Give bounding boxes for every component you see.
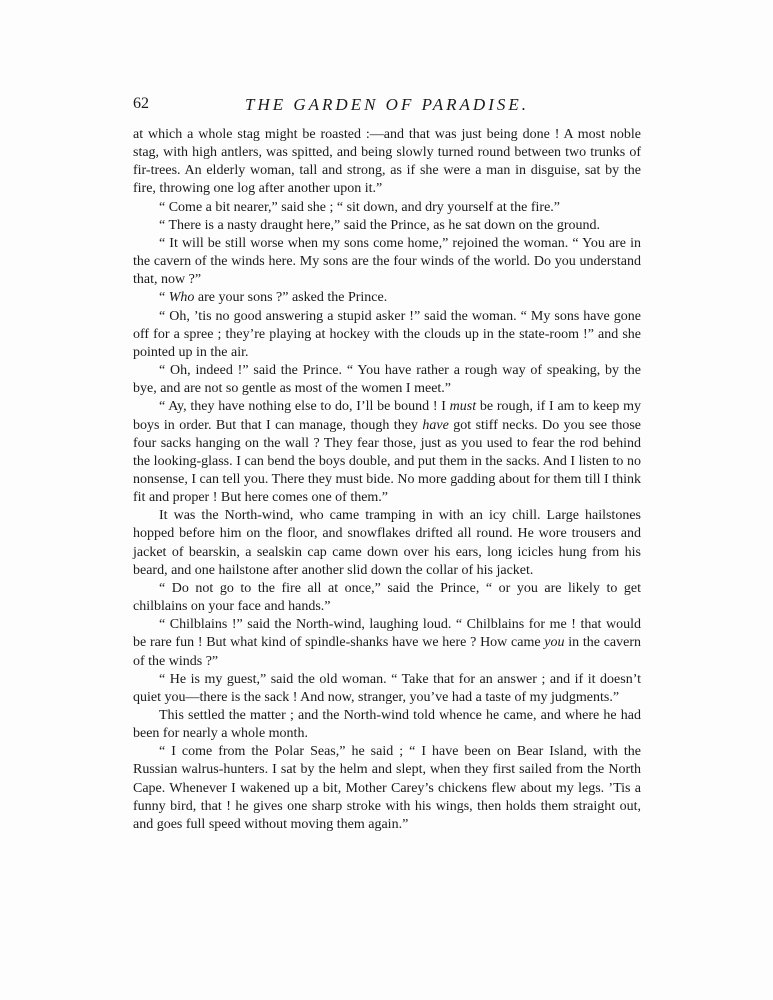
page-number: 62 (133, 95, 149, 112)
paragraph: “ I come from the Polar Seas,” he said ; “ I have been on Bear Island, with the Russian walrus-hunters. I sat by the helm and slept, when they first sailed from the North Cape. Whenever I wakened up a bit, Mother Carey’s chickens flew about my legs. ’Tis a funny bird, that ! he gives one sharp stroke with his wings, then holds them straight out, and goes full speed without moving them again.” (133, 744, 641, 832)
paragraph: This settled the matter ; and the North-wind told whence he came, and where he had been for nearly a whole month. (133, 708, 641, 742)
paragraph: “ Who are your sons ?” asked the Prince. (159, 290, 388, 306)
emphasis: have (422, 417, 449, 433)
page-header (133, 95, 641, 119)
body-text (133, 126, 641, 834)
paragraph: “ Oh, ’tis no good answering a stupid asker !” said the woman. “ My sons have gone off for a spree ; they’re playing at hockey with the clouds up in the state-room !” and she pointed up in the air. (133, 308, 641, 360)
paragraph: “ It will be still worse when my sons come home,” rejoined the woman. “ You are in the cavern of the winds here. My sons are the four winds of the world. Do you understand that, now ?” (133, 235, 641, 288)
paragraph: “ He is my guest,” said the old woman. “ Take that for an answer ; and if it doesn’t quiet you—there is the sack ! And now, stranger, you’ve had a taste of my judgments.” (133, 671, 641, 705)
paragraph: “ There is a nasty draught here,” said the Prince, as he sat down on the ground. (159, 217, 600, 233)
emphasis: you (544, 635, 565, 651)
running-head: THE GARDEN OF PARADISE. (245, 95, 529, 114)
paragraph: “ Ay, they have nothing else to do, I’ll be bound ! I must be rough, if I am to keep my boys in order. But that I can manage, though they have got stiff necks. Do you see those four sacks hanging on the wall ? They fear those, just as you used to fear the rod behind the looking-glass. I can bend the boys double, and put them in the sacks. And I listen to no nonsense, I can tell you. There they must bide. No more gadding about for them till I think fit and proper ! But here comes one of them.” (133, 399, 641, 506)
emphasis: must (449, 399, 477, 415)
paragraph: at which a whole stag might be roasted :—and that was just being done ! A most noble stag, with high antlers, was spitted, and being slowly turned round between two trunks of fir-trees. An elderly woman, tall and strong, as if she were a man in disguise, sat by the fire, throwing one log after another upon it.” (133, 127, 641, 197)
paragraph: “ Come a bit nearer,” said she ; “ sit down, and dry yourself at the fire.” (159, 199, 561, 215)
emphasis: Who (168, 290, 195, 306)
paragraph: “ Chilblains !” said the North-wind, laughing loud. “ Chilblains for me ! that would be rare fun ! But what kind of spindle-shanks have we here ? How came you in the cavern of the winds ?” (133, 617, 641, 669)
paragraph: “ Oh, indeed !” said the Prince. “ You have rather a rough way of speaking, by the bye, and are not so gentle as most of the women I meet.” (133, 363, 641, 397)
paragraph: “ Do not go to the fire all at once,” said the Prince, “ or you are likely to get chilblains on your face and hands.” (133, 580, 641, 615)
paragraph: It was the North-wind, who came tramping in with an icy chill. Large hailstones hopped before him on the floor, and snowflakes drifted all round. He wore trousers and jacket of bearskin, a sealskin cap came down over his ears, long icicles hung from his beard, and one hailstone after another slid down the collar of his jacket. (133, 508, 641, 578)
